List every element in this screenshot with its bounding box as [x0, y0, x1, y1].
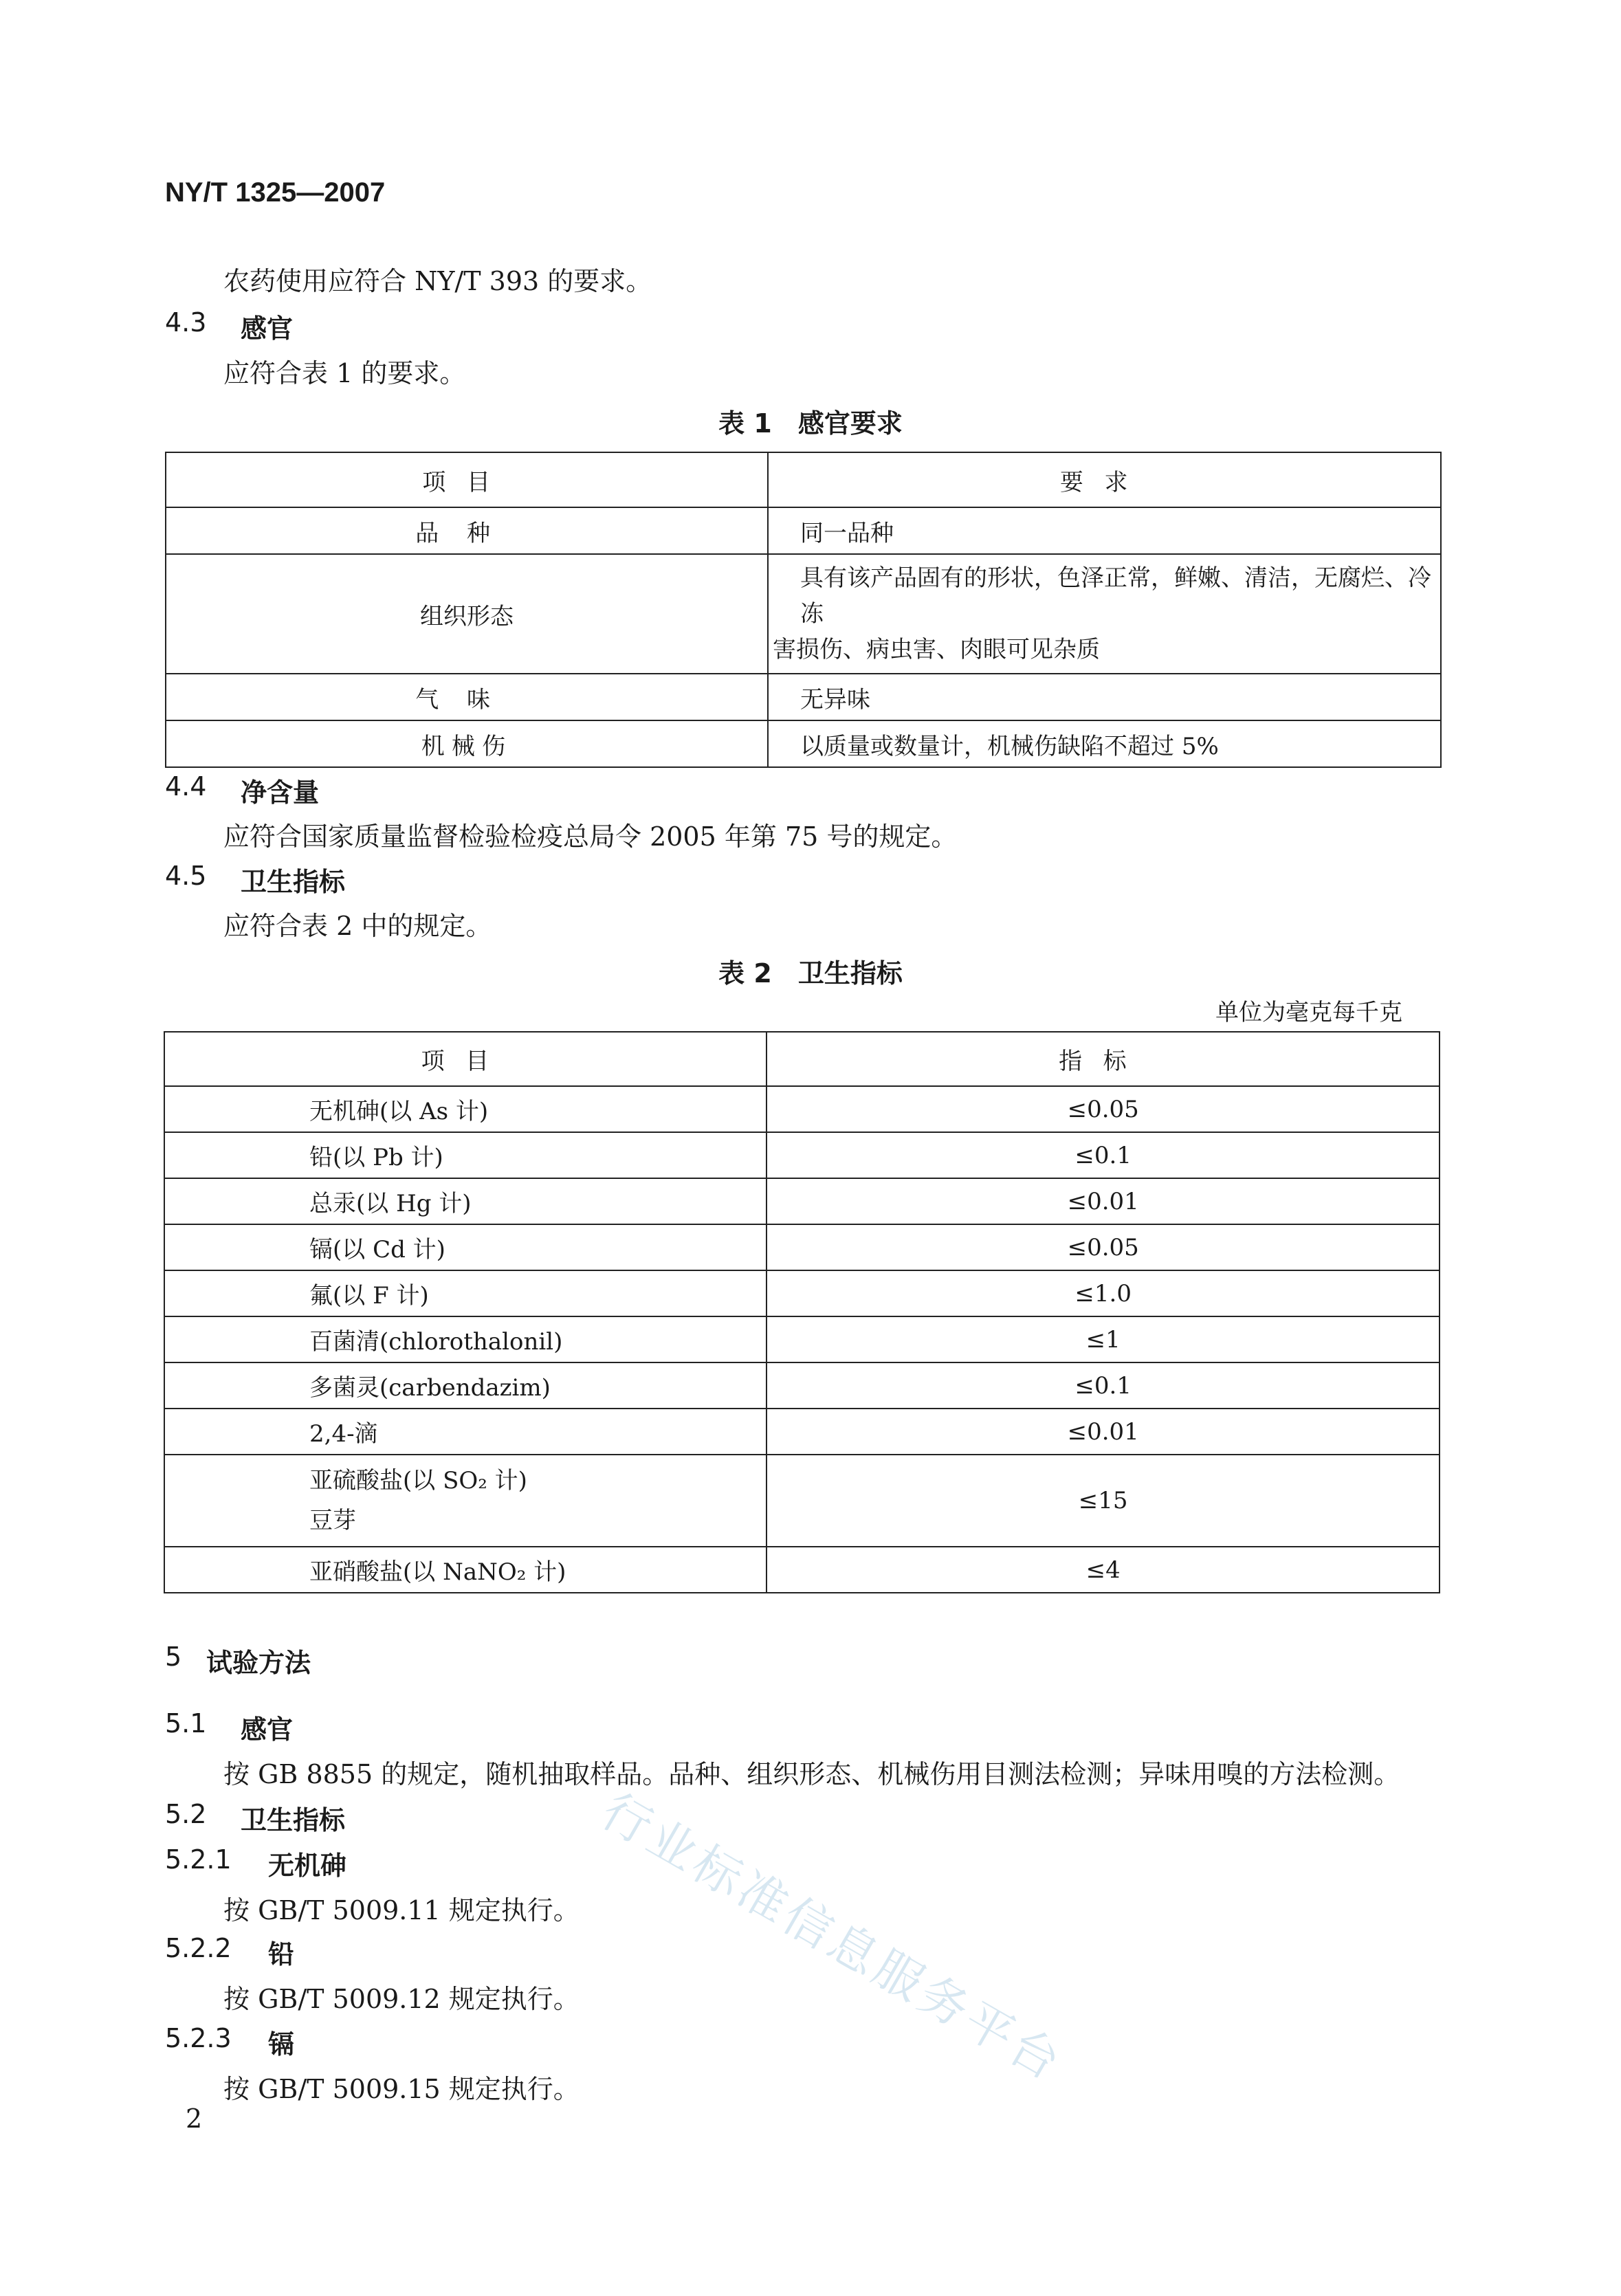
table-2-item-cell	[164, 1455, 767, 1547]
section-5-2-number: 5.2	[165, 1799, 207, 1829]
section-4-4-title: 净含量	[241, 777, 320, 808]
requirement-line-1: 具有该产品固有的形状，色泽正常，鲜嫩、清洁，无腐烂、冷冻	[800, 564, 1432, 628]
section-5-2-1-text: 按 GB/T 5009.11 规定执行。	[223, 1895, 580, 1925]
section-4-4-text: 应符合国家质量监督检验检疫总局令 2005 年第 75 号的规定。	[223, 821, 958, 852]
table-row	[164, 1178, 1440, 1224]
table-row	[164, 1547, 1440, 1593]
table-1-requirement-cell	[768, 554, 1441, 674]
section-5-2-title: 卫生指标	[241, 1805, 346, 1835]
table-2-item-cell: 氟(以 F 计)	[164, 1270, 767, 1316]
table-row	[164, 1270, 1440, 1316]
table-2-header-item: 项目	[164, 1032, 767, 1086]
section-5-1-number: 5.1	[165, 1708, 207, 1738]
table-2-item-cell: 百菌清(chlorothalonil)	[164, 1316, 767, 1362]
table-1-header-row	[166, 452, 1441, 507]
table-2-value-cell: ≤1.0	[767, 1270, 1440, 1316]
page-number: 2	[186, 2104, 203, 2134]
section-5-2-3-text: 按 GB/T 5009.15 规定执行。	[223, 2074, 580, 2104]
table-row	[164, 1132, 1440, 1178]
table-2-item-cell: 镉(以 Cd 计)	[164, 1224, 767, 1270]
standard-code: NY/T 1325—2007	[165, 177, 386, 208]
table-2-header-row	[164, 1032, 1440, 1086]
table-2-unit: 单位为毫克每千克	[1215, 999, 1402, 1026]
table-2-value-cell: ≤1	[767, 1316, 1440, 1362]
table-row	[166, 554, 1441, 674]
section-5-2-2-number: 5.2.2	[165, 1933, 232, 1963]
item-line-1: 亚硫酸盐(以 SO₂ 计)	[309, 1467, 527, 1494]
table-2-value-cell: ≤15	[767, 1455, 1440, 1547]
table-1-requirement-cell: 以质量或数量计，机械伤缺陷不超过 5%	[768, 720, 1441, 767]
section-5-2-1-title: 无机砷	[268, 1851, 347, 1881]
table-2-value-cell: ≤0.1	[767, 1132, 1440, 1178]
table-1	[165, 452, 1442, 768]
table-row	[164, 1086, 1440, 1132]
table-row	[164, 1316, 1440, 1362]
section-4-3-text: 应符合表 1 的要求。	[223, 358, 466, 388]
table-1-item-cell: 机械伤	[166, 720, 768, 767]
table-row	[164, 1224, 1440, 1270]
table-2-value-cell: ≤0.01	[767, 1409, 1440, 1455]
section-4-5-text: 应符合表 2 中的规定。	[223, 911, 492, 941]
section-4-3-number: 4.3	[165, 307, 207, 338]
section-5-2-1-number: 5.2.1	[165, 1844, 232, 1875]
table-2-item-cell: 2,4-滴	[164, 1409, 767, 1455]
table-2-header-value: 指标	[767, 1032, 1440, 1086]
table-2-item-cell: 多菌灵(carbendazim)	[164, 1362, 767, 1409]
table-1-caption: 表 1 感官要求	[718, 408, 903, 439]
section-5-1-text: 按 GB 8855 的规定，随机抽取样品。品种、组织形态、机械伤用目测法检测；异味用嗅的方法检测。	[223, 1759, 1400, 1789]
table-row	[166, 674, 1441, 720]
section-4-4-number: 4.4	[165, 771, 207, 802]
section-4-3-title: 感官	[241, 313, 294, 344]
section-5-number: 5	[165, 1642, 182, 1672]
section-5-title: 试验方法	[206, 1648, 311, 1678]
section-5-2-3-number: 5.2.3	[165, 2023, 232, 2053]
table-1-requirement-cell: 同一品种	[768, 507, 1441, 554]
table-2-item-cell: 亚硝酸盐(以 NaNO₂ 计)	[164, 1547, 767, 1593]
table-1-item-cell: 组织形态	[166, 554, 768, 674]
section-4-5-title: 卫生指标	[241, 867, 346, 897]
table-2-value-cell: ≤0.05	[767, 1086, 1440, 1132]
section-5-2-2-title: 铅	[268, 1939, 295, 1969]
watermark: 行业标准信息服务平台	[592, 1782, 1073, 2093]
table-1-header-requirement: 要求	[768, 452, 1441, 507]
table-2-value-cell: ≤0.01	[767, 1178, 1440, 1224]
section-5-2-2-text: 按 GB/T 5009.12 规定执行。	[223, 1984, 580, 2014]
table-2-value-cell: ≤4	[767, 1547, 1440, 1593]
table-row	[164, 1455, 1440, 1547]
table-2-value-cell: ≤0.05	[767, 1224, 1440, 1270]
intro-line: 农药使用应符合 NY/T 393 的要求。	[223, 266, 652, 296]
table-2-item-cell: 总汞(以 Hg 计)	[164, 1178, 767, 1224]
table-2-item-cell: 无机砷(以 As 计)	[164, 1086, 767, 1132]
table-2-value-cell: ≤0.1	[767, 1362, 1440, 1409]
item-line-2: 豆芽	[309, 1507, 356, 1534]
table-row	[164, 1362, 1440, 1409]
table-1-item-cell: 品种	[166, 507, 768, 554]
table-row	[166, 507, 1441, 554]
table-2	[164, 1031, 1440, 1593]
table-2-item-cell: 铅(以 Pb 计)	[164, 1132, 767, 1178]
requirement-line-2: 害损伤、病虫害、肉眼可见杂质	[773, 636, 1101, 663]
table-2-caption: 表 2 卫生指标	[718, 958, 903, 989]
section-5-1-title: 感官	[241, 1714, 294, 1745]
table-row	[164, 1409, 1440, 1455]
table-1-item-cell: 气味	[166, 674, 768, 720]
table-1-requirement-cell: 无异味	[768, 674, 1441, 720]
table-1-header-item: 项目	[166, 452, 768, 507]
table-row	[166, 720, 1441, 767]
section-5-2-3-title: 镉	[268, 2029, 295, 2060]
section-4-5-number: 4.5	[165, 861, 207, 891]
